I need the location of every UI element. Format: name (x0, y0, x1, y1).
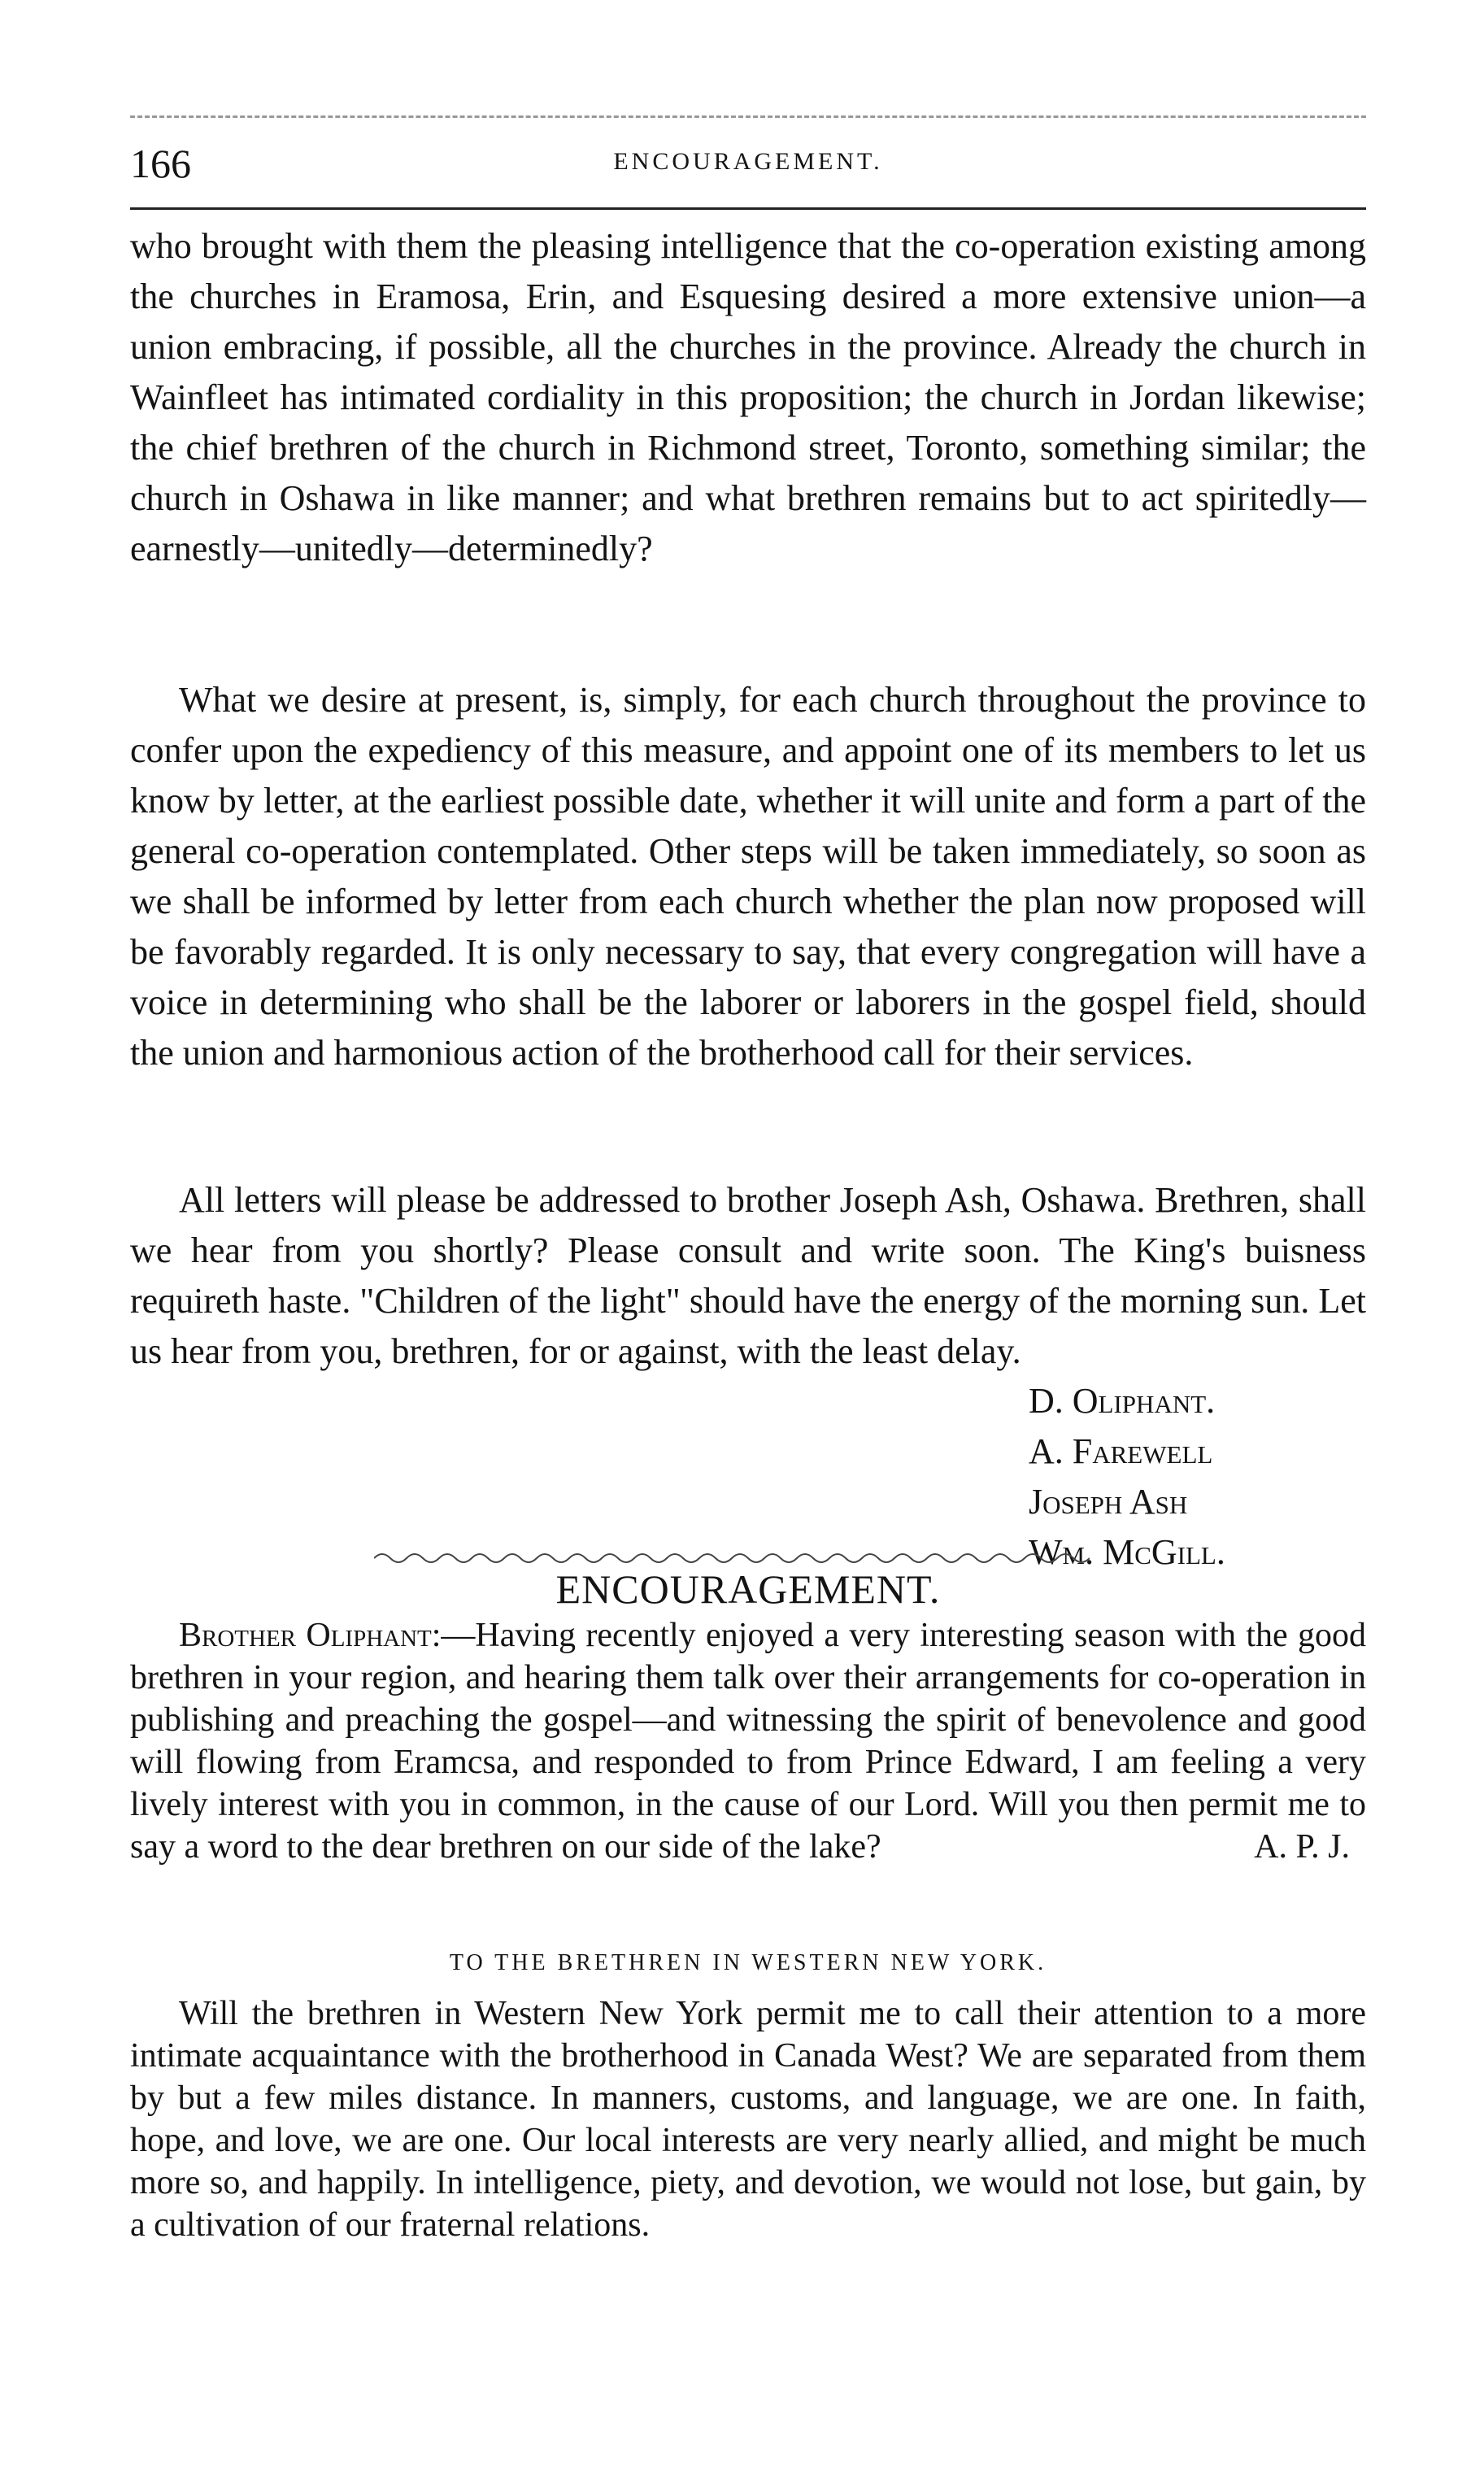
signature-oliphant: D. Oliphant. (1029, 1381, 1216, 1421)
signature-mcgill: Wm. McGill. (1029, 1532, 1225, 1572)
page-header (130, 122, 1366, 187)
wavy-rule-icon (374, 1550, 1090, 1566)
signature-farewell: A. Farewell (1029, 1431, 1213, 1471)
closing-paragraph (130, 1992, 1366, 2246)
paragraph-text: who brought with them the pleasing intelligence that the co-operation existing among the churches in Eramosa, Erin, and Esquesing desired a more extensive union—a union embracing, if possible, all the churches in the province. Already the church in Wainfleet has intimated cordiality in this proposition; the church in Jordan likewise; the chief brethren of the church in Richmond street, Toronto, something similar; the church in Oshawa in like manner; and what brethren remains but to act spiritedly—earnestly—unitedly—determinedly? (130, 226, 1366, 568)
header-rule (130, 207, 1366, 210)
signature-ash: Joseph Ash (1029, 1482, 1188, 1522)
section-heading: ENCOURAGEMENT. (555, 1566, 941, 1612)
top-edge-dashes (130, 115, 1366, 118)
letter-body: :—Having recently enjoyed a very interesting season with the good brethren in your region, and hearing them talk over their arrangements for co-operation in publishing and preaching the gospel—and witnessing the spirit of benevolence and good will flowing from Eramcsa, and responded to from Prince Edward, I am feeling a very lively interest with you in common, in the cause of our Lord. Will you then permit me to say a word to the dear brethren on our side of the lake? (130, 1617, 1366, 1866)
section1-para3 (130, 1175, 1366, 1377)
letter-signature: A. P. J. (1254, 1828, 1350, 1866)
section1-para1 (130, 221, 1366, 574)
page-number: 166 (130, 141, 191, 186)
paragraph-text: What we desire at present, is, simply, for each church throughout the province to confer upon the expediency of this measure, and appoint one of its members to let us know by letter, at the earliest possible date, whether it will unite and form a part of the general co-operation contemplated. Other steps will be taken immediately, so soon as we shall be informed by letter from each church whether the plan now proposed will be favorably regarded. It is only necessary to say, that every congregation will have a voice in determining who shall be the laborer or laborers in the gospel field, should the union and harmonious action of the brotherhood call for their services. (130, 680, 1366, 1073)
subheading: TO THE BRETHREN IN WESTERN NEW YORK. (449, 1950, 1047, 1975)
paragraph-text: Will the brethren in Western New York permit me to call their attention to a more intimate acquaintance with the brotherhood in Canada West? We are separated from them by but a few miles distance. In manners, customs, and language, we are one. In faith, hope, and love, we are one. Our local interests are very nearly allied, and might be much more so, and happily. In intelligence, piety, and devotion, we would not lose, but gain, by a cultivation of our fraternal relations. (130, 1995, 1366, 2244)
section1-para2 (130, 675, 1366, 1078)
paragraph-text: All letters will please be addressed to brother Joseph Ash, Oshawa. Brethren, shall we hear from you shortly? Please consult and write soon. The King's buisness requireth haste. "Children of the light" should have the energy of the morning sun. Let us hear from you, brethren, for or against, with the least delay. (130, 1180, 1366, 1371)
letter-paragraph (130, 1614, 1366, 1868)
running-head: ENCOURAGEMENT. (613, 148, 883, 175)
letter-salutation: Brother Oliphant (179, 1617, 432, 1654)
